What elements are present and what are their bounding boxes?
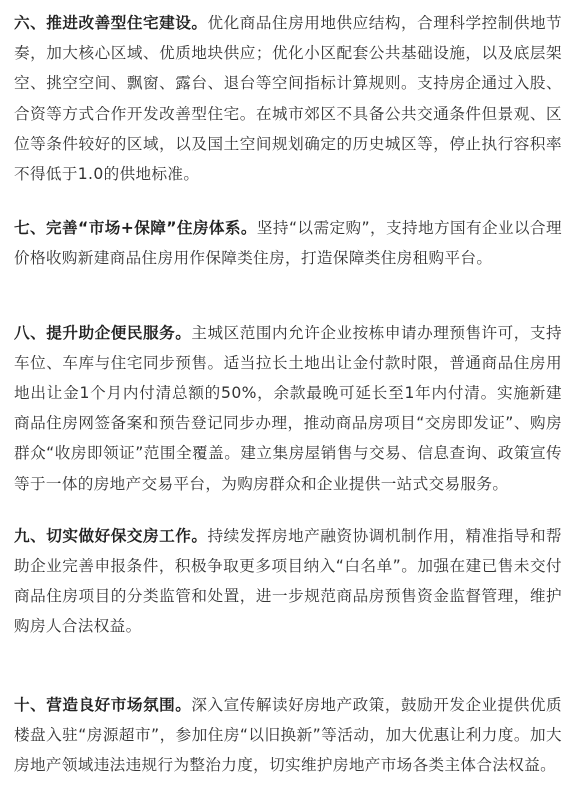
section-8 (14, 318, 562, 499)
section-10 (14, 690, 562, 781)
section-6-heading: 六、推进改善型住宅建设。 (14, 14, 208, 32)
section-8-heading: 八、提升助企便民服务。 (14, 323, 192, 342)
section-7-text: 坚持“以需定购”，支持地方国有企业以合理价格收购新建商品住房用作保障类住房，打造保障类住房租购平台。 (14, 219, 562, 268)
section-7 (14, 213, 562, 273)
section-8-text: 主城区范围内允许企业按栋申请办理预售许可，支持车位、车库与住宅同步预售。适当拉长土地出让金付款时限，普通商品住房用地出让金1个月内付清总额的50%，余款最晚可延长至1年内付清。实施新建商品住房网签备案和预告登记同步办理，推动商品房项目“交房即发证”、购房群众“收房即领证”范围全覆盖。建立集房屋销售与交易、信息查询、政策宣传等于一体的房地产交易平台，为购房群众和企业提供一站式交易服务。 (14, 323, 562, 493)
section-10-heading: 十、营造良好市场氛围。 (14, 695, 192, 714)
section-10-text: 深入宣传解读好房地产政策，鼓励开发企业提供优质楼盘入驻“房源超市”，参加住房“以旧换新”等活动，加大优惠让利力度。加大房地产领域违法违规行为整治力度，切实维护房地产市场各类主体合法权益。 (14, 695, 562, 775)
section-6 (14, 8, 562, 189)
section-6-text: 优化商品住房用地供应结构，合理科学控制供地节奏，加大核心区域、优质地块供应；优化小区配套公共基础设施，以及底层架空、挑空空间、飘窗、露台、退台等空间指标计算规则。支持房企通过入股、合资等方式合作开发改善型住宅。在城市郊区不具备公共交通条件但景观、区位等条件较好的区域，以及国土空间规划确定的历史城区等，停止执行容积率不得低于1.0的供地标准。 (14, 14, 563, 184)
section-7-heading: 七、完善“市场+保障”住房体系。 (14, 219, 257, 238)
section-9 (14, 521, 562, 642)
section-9-heading: 九、切实做好保交房工作。 (14, 526, 208, 545)
section-9-text: 持续发挥房地产融资协调机制作用，精准指导和帮助企业完善申报条件，积极争取更多项目纳入“白名单”。加强在建已售未交付商品住房项目的分类监管和处置，进一步规范商品房预售资金监督管理，维护购房人合法权益。 (14, 526, 563, 636)
